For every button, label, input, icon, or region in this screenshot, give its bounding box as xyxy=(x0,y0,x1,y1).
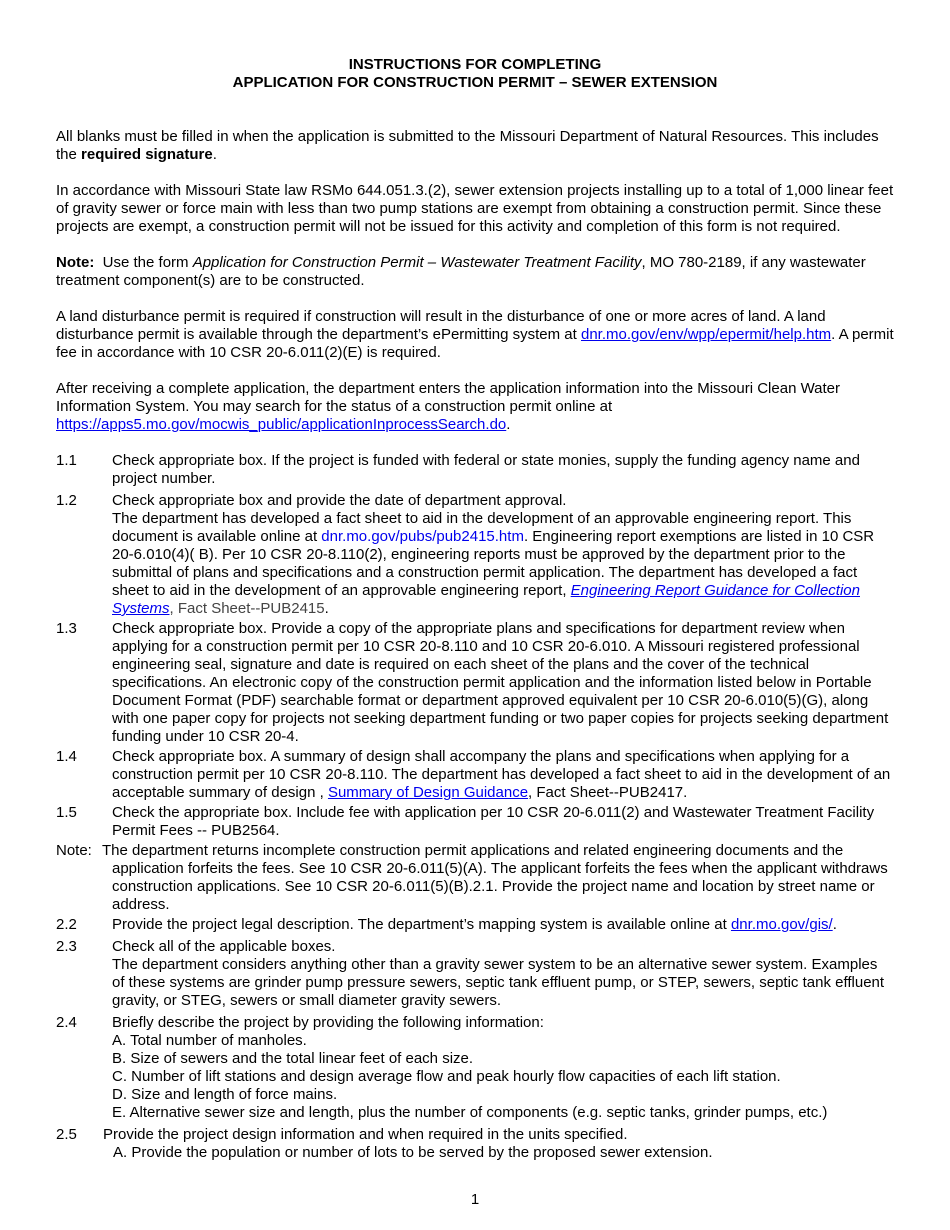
item-number: 1.1 xyxy=(56,452,77,469)
pub2415-link[interactable]: dnr.mo.gov/pubs/pub2415.htm xyxy=(321,528,524,545)
instruction-item-2-2 xyxy=(56,916,894,934)
application-search-link[interactable]: https://apps5.mo.gov/mocwis_public/applicationInprocessSearch.do xyxy=(56,416,507,433)
land-disturbance-text: A land disturbance permit is required if construction will result in the disturbance of one or more acres of land. A land disturbance permit is available through the department’s ePermitting system at xyxy=(56,308,826,343)
note-form-title: Application for Construction Permit – Wastewater Treatment Facility xyxy=(192,254,642,271)
instruction-item-2-4 xyxy=(56,1014,894,1122)
sub-item-d: D. Size and length of force mains. xyxy=(112,1086,338,1103)
sub-item-b: B. Size of sewers and the total linear feet of each size. xyxy=(112,1050,474,1067)
summary-of-design-guidance-link[interactable]: Summary of Design Guidance xyxy=(327,784,529,801)
document-page xyxy=(56,56,894,1162)
instruction-item-1-5 xyxy=(56,804,894,840)
item-text: Check appropriate box and provide the date of department approval. xyxy=(112,492,567,509)
item-number: 2.4 xyxy=(56,1014,77,1031)
status-search-text: After receiving a complete application, the department enters the application information into the Missouri Clean Water Information System. You may search for the status of a construction permit online at xyxy=(56,380,841,415)
sub-item-a: A. Provide the population or number of lots to be served by the proposed sewer extension. xyxy=(113,1144,713,1161)
instruction-list xyxy=(56,452,894,1162)
intro-p1-text: All blanks must be filled in when the application is submitted to the Missouri Department of Natural Resources. This includes the xyxy=(56,128,879,163)
sub-item-a: A. Total number of manholes. xyxy=(112,1032,307,1049)
item-text xyxy=(112,748,894,802)
summary-text: Check appropriate box. A summary of design shall accompany the plans and specifications when applying for a construction permit per 10 CSR 20-8.110. The department has developed a fact sheet to aid in the development of an acceptable summary of design , xyxy=(112,748,891,801)
note-text-a: Use the form xyxy=(94,254,193,271)
epermit-help-link[interactable]: dnr.mo.gov/env/wpp/epermit/help.htm xyxy=(581,326,832,343)
land-disturbance-text-end: . A permit fee in accordance with 10 CSR 20-6.011(2)(E) is required. xyxy=(56,326,894,361)
instruction-item-1-2 xyxy=(56,492,894,618)
instruction-item-1-3 xyxy=(56,620,894,746)
item-text: Check appropriate box. If the project is funded with federal or state monies, supply the funding agency name and project number. xyxy=(112,452,860,487)
item-text xyxy=(112,916,894,934)
note-label: Note: xyxy=(56,254,95,271)
status-search-text-end: . xyxy=(506,416,511,433)
legal-description-text: Provide the project legal description. The department’s mapping system is available online at xyxy=(112,916,731,933)
item-text: Check the appropriate box. Include fee with application per 10 CSR 20-6.011(2) and Wastewater Treatment Facility Permit Fees -- PUB2564. xyxy=(112,804,875,839)
item-detail xyxy=(112,510,894,618)
title-line-2: APPLICATION FOR CONSTRUCTION PERMIT – SEWER EXTENSION xyxy=(232,74,718,91)
required-signature-emphasis: required signature xyxy=(81,146,213,163)
page-number: 1 xyxy=(470,1191,480,1208)
item-text: Briefly describe the project by providing the following information: xyxy=(112,1014,544,1031)
intro-paragraph-signature xyxy=(56,128,894,164)
note-label: Note: xyxy=(56,842,92,859)
intro-p1-end: . xyxy=(212,146,217,163)
instruction-item-1-4 xyxy=(56,748,894,802)
title-line-1: INSTRUCTIONS FOR COMPLETING xyxy=(348,56,602,73)
item-number: 1.2 xyxy=(56,492,77,509)
item-detail: The department considers anything other than a gravity sewer system to be an alternative sewer system. Examples of these systems are grinder pump pressure sewers, septic tank effluent pump, or STEP, sewers, septic tank effluent gravity, or STEG, sewers or small diameter gravity sewers. xyxy=(112,956,885,1009)
sub-item-e: E. Alternative sewer size and length, plus the number of components (e.g. septic tanks, grinder pumps, etc.) xyxy=(112,1104,828,1121)
intro-paragraph-status-search xyxy=(56,380,894,434)
summary-text-end: , Fact Sheet--PUB2417. xyxy=(528,784,688,801)
item-number: 1.3 xyxy=(56,620,77,637)
document-title xyxy=(56,56,894,92)
engineering-report-guidance-link[interactable]: Engineering Report Guidance for Collection Systems xyxy=(112,582,860,617)
intro-paragraph-land-disturbance xyxy=(56,308,894,362)
item-number: 1.5 xyxy=(56,804,77,821)
intro-note xyxy=(56,254,894,290)
instruction-item-2-5 xyxy=(56,1126,894,1162)
item-end: . xyxy=(324,600,329,617)
fact-sheet-ref: , Fact Sheet--PUB2415 xyxy=(169,600,325,617)
item-end: . xyxy=(832,916,837,933)
intro-paragraph-exemption: In accordance with Missouri State law RSMo 644.051.3.(2), sewer extension projects installing up to a total of 1,000 linear feet of gravity sewer or force main with less than two pump stations are exempt from obtaining a construction permit. Since these projects are exempt, a construction permit will not be issued for this activity and completion of this form is not required. xyxy=(56,182,894,235)
fees-note xyxy=(56,842,894,914)
item-text: Check all of the applicable boxes. xyxy=(112,938,336,955)
item-number: 1.4 xyxy=(56,748,77,765)
instruction-item-1-1 xyxy=(56,452,894,488)
item-number: 2.5 xyxy=(56,1126,77,1143)
note-text: The department returns incomplete construction permit applications and related engineering documents and the application forfeits the fees. See 10 CSR 20-6.011(5)(A). The applicant forfeits the fees when the applicant withdraws construction applications. See 10 CSR 20-6.011(5)(B).2.1. Provide the project name and location by street name or address. xyxy=(102,842,888,913)
gis-mapping-link[interactable]: dnr.mo.gov/gis/ xyxy=(730,916,833,933)
item-number: 2.3 xyxy=(56,938,77,955)
note-text-b: , MO 780-2189, if any wastewater treatment component(s) are to be constructed. xyxy=(56,254,866,289)
engineering-report-text-b: . Engineering report exemptions are listed in 10 CSR 20-6.010(4)( B). Per 10 CSR 20-8.110(2), engineering reports must be approved by the department prior to the submittal of plans and specifications and a construction permit application. The department has developed a fact sheet to aid in the development of an approvable engineering report, xyxy=(112,528,875,599)
item-text: Check appropriate box. Provide a copy of the appropriate plans and specifications for department review when applying for a construction permit per 10 CSR 20-8.110 and 10 CSR 20-6.010. A Missouri registered professional engineering seal, signature and date is required on each sheet of the plans and the cover of the technical specifications. An electronic copy of the construction permit application and the information listed below in Portable Document Format (PDF) searchable format or department approved equivalent per 10 CSR 20-6.010(5)(G), along with one paper copy for projects not seeking department funding or two paper copies for projects seeking department funding under 10 CSR 20-4. xyxy=(112,620,889,745)
engineering-report-text: The department has developed a fact sheet to aid in the development of an approvable engineering report. This document is available online at xyxy=(112,510,852,545)
item-number: 2.2 xyxy=(56,916,77,933)
instruction-item-2-3 xyxy=(56,938,894,1010)
sub-item-c: C. Number of lift stations and design average flow and peak hourly flow capacities of each lift station. xyxy=(112,1068,781,1085)
item-text: Provide the project design information and when required in the units specified. xyxy=(103,1126,628,1143)
